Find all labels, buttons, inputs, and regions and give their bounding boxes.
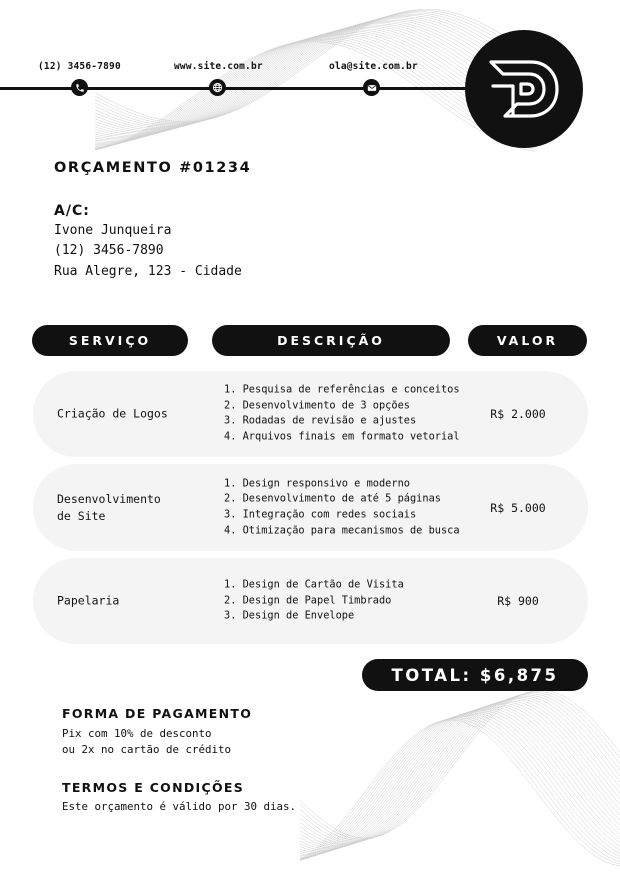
table-row	[33, 464, 588, 551]
wave-line	[300, 696, 620, 844]
envelope-icon	[363, 79, 380, 96]
service-name: Papelaria	[57, 593, 120, 608]
wave-line	[300, 703, 620, 850]
phone-icon	[71, 79, 88, 96]
client-name: Ivone Junqueira	[54, 223, 172, 238]
terms-title: TERMOS E CONDIÇÕES	[62, 780, 245, 795]
description-item: 3. Design de Envelope	[224, 609, 355, 622]
wave-line	[300, 690, 620, 838]
service-name: Criação de Logos	[57, 406, 168, 421]
wave-line	[300, 716, 620, 860]
description-item: 4. Otimização para mecanismos de busca	[224, 524, 460, 537]
description-item: 3. Integração com redes sociais	[224, 508, 417, 521]
wave-line	[300, 700, 620, 847]
wave-line	[300, 698, 620, 846]
globe-icon	[209, 79, 226, 96]
service-description	[224, 577, 404, 624]
wave-line	[300, 695, 620, 843]
wave-line	[300, 713, 620, 859]
table-row	[33, 558, 588, 644]
service-description	[224, 383, 460, 446]
service-value: R$ 900	[497, 594, 539, 608]
wave-line	[300, 697, 620, 844]
service-value: R$ 5.000	[490, 500, 546, 515]
wave-line	[300, 718, 620, 862]
wave-line	[300, 701, 620, 848]
service-name: Desenvolvimento de Site	[57, 491, 161, 523]
payment-title: FORMA DE PAGAMENTO	[62, 706, 253, 721]
payment-line: ou 2x no cartão de crédito	[62, 743, 232, 756]
wave-line	[300, 694, 620, 842]
table-row	[33, 371, 588, 457]
wave-line	[300, 702, 620, 849]
description-item: 1. Design responsivo e moderno	[224, 477, 410, 490]
quote-title: ORÇAMENTO #01234	[54, 160, 252, 176]
header-description: DESCRIÇÃO	[212, 325, 450, 356]
header-email: ola@site.com.br	[329, 61, 418, 72]
wave-line	[300, 708, 620, 855]
wave-line	[300, 707, 620, 854]
client-address: Rua Alegre, 123 - Cidade	[54, 264, 242, 279]
header-service: SERVIÇO	[32, 325, 188, 356]
client-phone: (12) 3456-7890	[54, 243, 164, 258]
description-item: 2. Desenvolvimento de até 5 páginas	[224, 492, 441, 505]
description-item: 3. Rodadas de revisão e ajustes	[224, 415, 417, 427]
wave-line	[300, 714, 620, 860]
wave-line	[300, 711, 620, 857]
description-item: 4. Arquivos finais em formato vetorial	[224, 430, 460, 443]
terms-line: Este orçamento é válido por 30 dias.	[62, 800, 297, 813]
header-value: VALOR	[468, 325, 587, 356]
header-phone: (12) 3456-7890	[38, 61, 121, 72]
wave-line	[300, 691, 620, 839]
wave-line	[300, 712, 620, 859]
decorative-waves-bottom	[300, 680, 620, 877]
wave-line	[300, 709, 620, 856]
wave-line	[300, 720, 620, 866]
description-item: 1. Design de Cartão de Visita	[224, 578, 404, 591]
wave-line	[300, 706, 620, 853]
total-badge: TOTAL: $6,875	[362, 659, 588, 691]
header-website: www.site.com.br	[174, 61, 263, 72]
wave-line	[300, 715, 620, 860]
description-item: 2. Design de Papel Timbrado	[224, 594, 392, 607]
d-monogram-logo	[465, 30, 583, 148]
wave-line	[300, 693, 620, 841]
service-description	[224, 476, 460, 539]
attention-label: A/C:	[54, 203, 90, 219]
description-item: 2. Desenvolvimento de 3 opções	[224, 399, 410, 412]
wave-line	[300, 719, 620, 864]
description-item: 1. Pesquisa de referências e conceitos	[224, 383, 460, 396]
service-value: R$ 2.000	[490, 407, 546, 421]
wave-line	[300, 705, 620, 852]
payment-line: Pix com 10% de desconto	[62, 727, 212, 740]
